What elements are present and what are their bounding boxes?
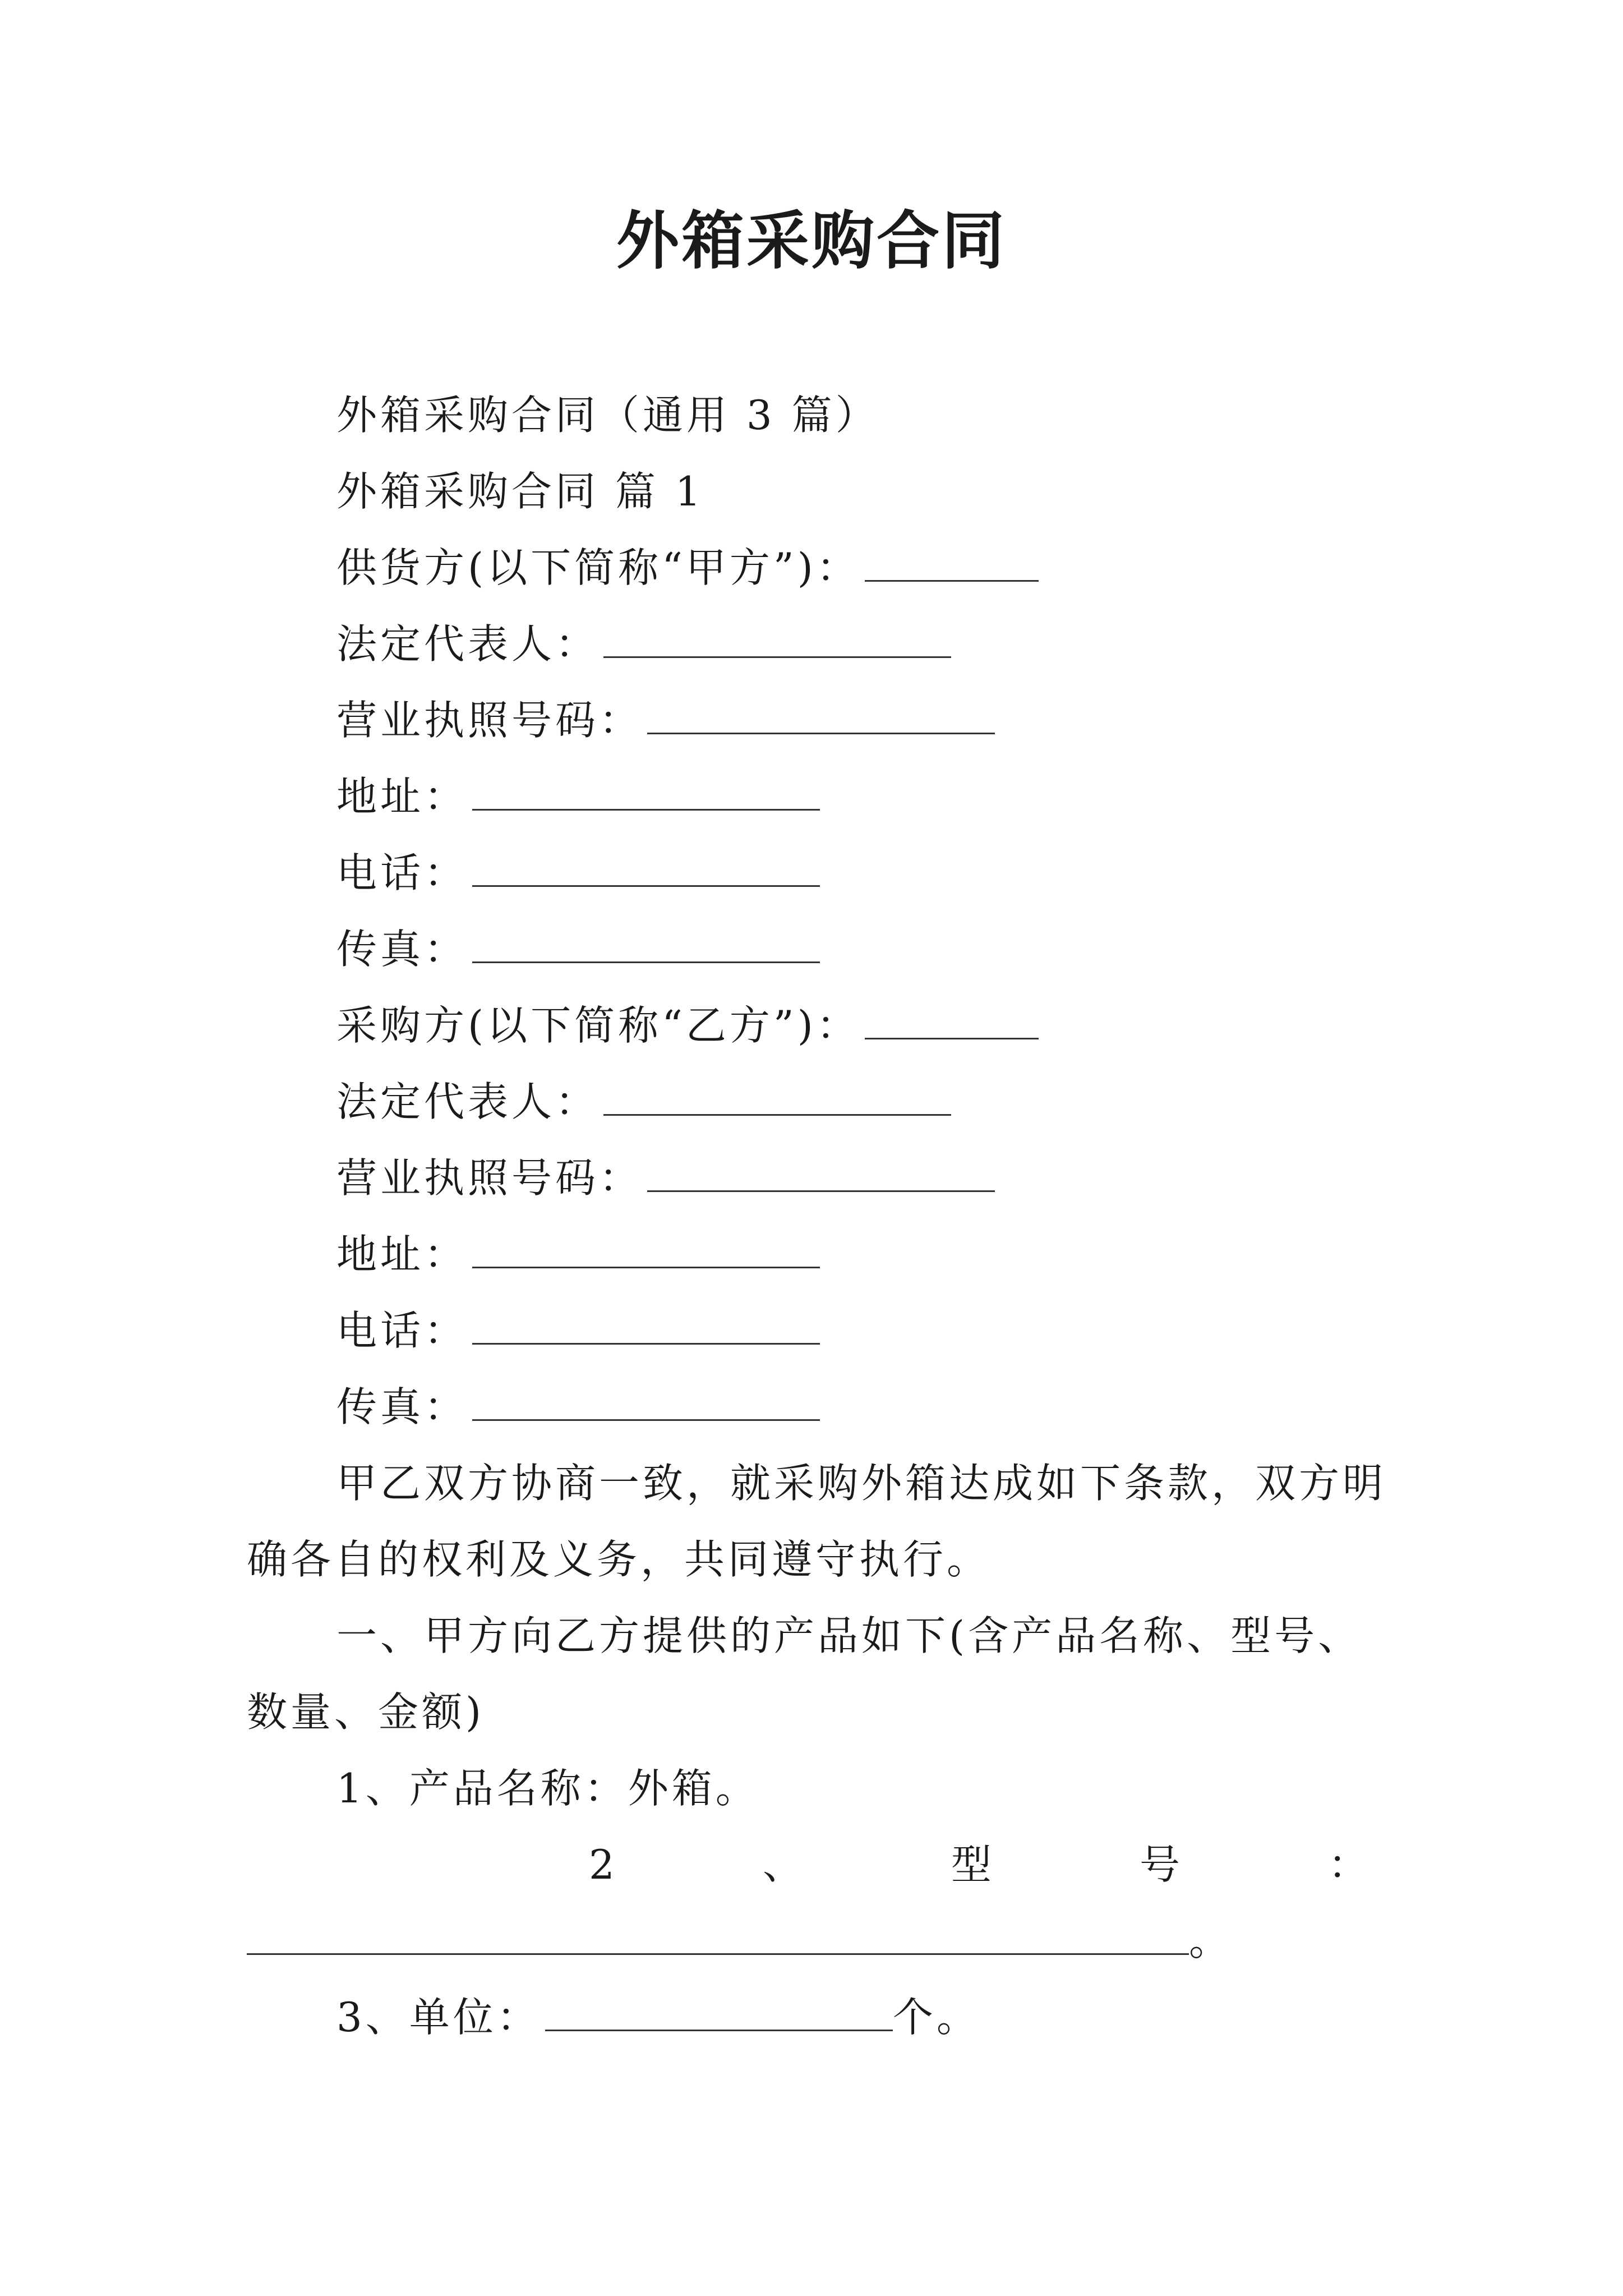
party-a-legal-rep-blank[interactable] <box>603 622 951 658</box>
party-b-header-line <box>336 997 1039 1053</box>
party-a-license-blank[interactable] <box>647 698 995 734</box>
party-b-name-blank[interactable] <box>865 1003 1039 1039</box>
party-a-legal-rep-label: 法定代表人： <box>336 620 600 668</box>
party-a-address-blank[interactable] <box>472 774 820 811</box>
party-b-phone-blank[interactable] <box>472 1308 820 1345</box>
party-b-address-label: 地址： <box>336 1231 468 1278</box>
item-2-model-blank-line <box>247 1913 1233 1969</box>
clause-1-line-2: 数量、金额) <box>247 1688 485 1736</box>
intro-paragraph-line-1: 甲乙双方协商一致，就采购外箱达成如下条款，双方明 <box>336 1460 1387 1507</box>
party-b-legal-rep-blank[interactable] <box>603 1079 951 1116</box>
intro-paragraph-line-2: 确各自的权利及义务，共同遵守执行。 <box>247 1536 991 1583</box>
party-a-phone-line <box>336 845 820 901</box>
party-b-license-blank[interactable] <box>647 1156 995 1192</box>
party-a-license-line <box>336 692 995 748</box>
party-b-legal-rep-line <box>336 1074 951 1130</box>
party-a-address-line <box>336 769 820 825</box>
document-title: 外箱采购合同 <box>616 204 1007 278</box>
item-3-unit-line <box>336 1989 980 2045</box>
party-a-fax-line <box>336 921 820 977</box>
party-a-phone-label: 电话： <box>336 849 468 896</box>
item-2-model-blank[interactable] <box>247 1918 1189 1955</box>
item-3-unit-blank[interactable] <box>545 1995 893 2031</box>
item-2-colon: ： <box>1327 1841 1368 1888</box>
party-b-header: 采购方(以下简称“乙方”)： <box>336 1002 860 1049</box>
party-b-phone-label: 电话： <box>336 1307 468 1354</box>
party-a-legal-rep-line <box>336 616 951 672</box>
party-a-phone-blank[interactable] <box>472 850 820 887</box>
party-b-license-label: 营业执照号码： <box>336 1154 643 1202</box>
item-2-model-line <box>589 1837 1368 1893</box>
subtitle: 外箱采购合同（通用 3 篇） <box>336 392 879 439</box>
party-a-header-line <box>336 540 1039 596</box>
party-a-address-label: 地址： <box>336 773 468 820</box>
party-b-license-line <box>336 1150 995 1206</box>
item-3-label: 3、单位： <box>336 1994 541 2041</box>
item-2-char-2: 号 <box>1139 1841 1180 1888</box>
item-2-number: 2 <box>589 1841 615 1888</box>
item-2-char-1: 型 <box>951 1841 992 1888</box>
party-a-fax-blank[interactable] <box>472 927 820 963</box>
party-b-phone-line <box>336 1303 820 1359</box>
party-b-address-line <box>336 1226 820 1282</box>
party-b-fax-label: 传真： <box>336 1383 468 1430</box>
party-a-header: 供货方(以下简称“甲方”)： <box>336 544 860 591</box>
party-a-fax-label: 传真： <box>336 926 468 973</box>
item-3-end: 个。 <box>892 1994 980 2041</box>
item-1-product-name: 1、产品名称：外箱。 <box>336 1765 759 1812</box>
party-b-fax-blank[interactable] <box>472 1384 820 1421</box>
item-2-end: 。 <box>1189 1917 1233 1964</box>
party-b-legal-rep-label: 法定代表人： <box>336 1078 600 1125</box>
item-2-separator: 、 <box>762 1841 803 1888</box>
party-a-name-blank[interactable] <box>865 545 1039 582</box>
party-a-license-label: 营业执照号码： <box>336 697 643 744</box>
clause-1-line-1: 一、甲方向乙方提供的产品如下(含产品名称、型号、 <box>336 1612 1362 1659</box>
section-heading: 外箱采购合同 篇 1 <box>336 468 704 515</box>
party-b-address-blank[interactable] <box>472 1232 820 1268</box>
party-b-fax-line <box>336 1379 820 1435</box>
